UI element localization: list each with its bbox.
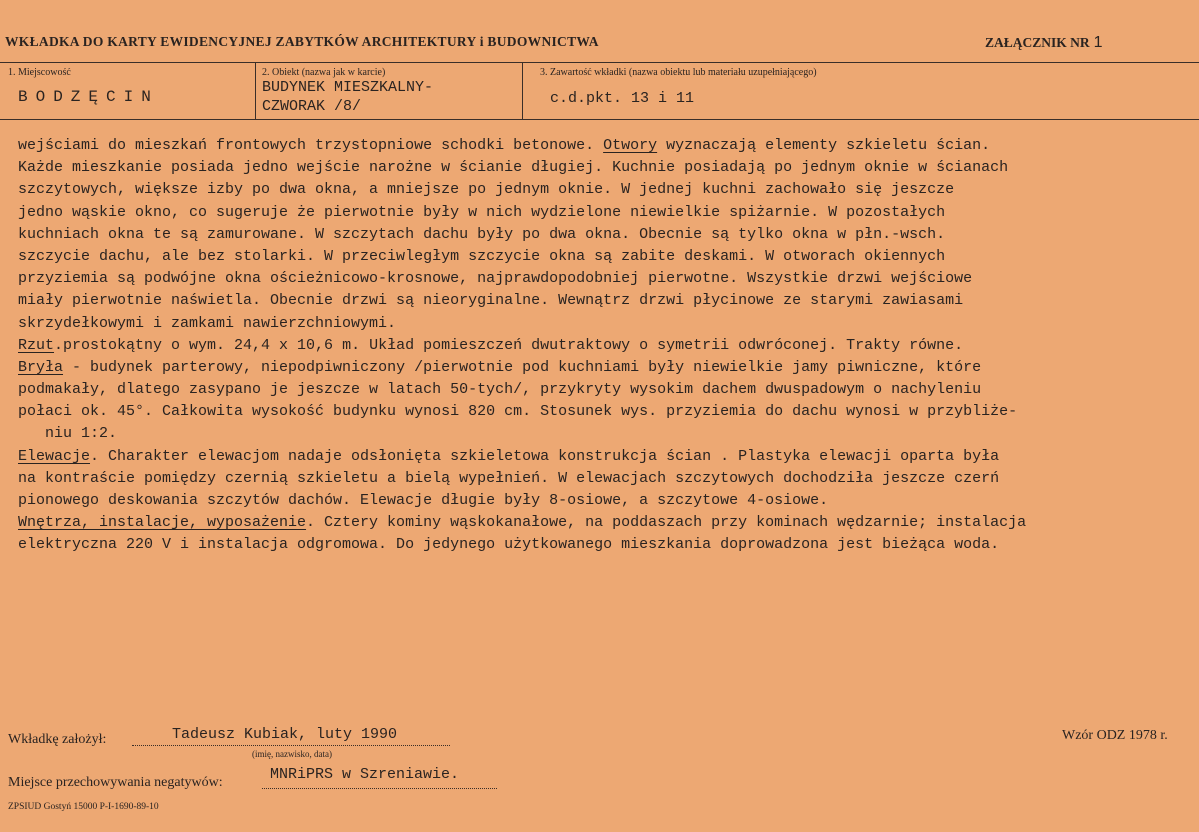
body-line-text: pionowego deskowania szczytów dachów. Elewacje długie były 8-osiowe, a szczytowe 4-osiowe.	[18, 492, 829, 509]
body-line	[18, 423, 1188, 445]
body-line	[18, 534, 1188, 556]
section-heading: Rzut	[18, 336, 55, 354]
body-line	[18, 313, 1188, 335]
author-dotted-line	[132, 745, 450, 746]
author-value: Tadeusz Kubiak, luty 1990	[172, 726, 398, 743]
body-line	[18, 446, 1188, 468]
body-line-text: szczycie dachu, ale bez stolarki. W przeciwległym szczycie okna są zabite deskami. W otworach okiennych	[18, 247, 946, 265]
body-line	[18, 202, 1188, 224]
body-line-text: - budynek parterowy, niepodpiwniczony /pierwotnie pod kuchniami były niewielkie jamy piwniczne, które	[63, 358, 982, 376]
print-info: ZPSIUD Gostyń 15000 P-I-1690-89-10	[8, 802, 159, 812]
attachment-label	[985, 34, 1103, 52]
body-line-text: kuchniach okna te są zamurowane. W szczytach dachu były po dwa okna. Obecnie są tylko okna w płn.-wsch.	[18, 225, 946, 243]
body-line-text: jedno wąskie okno, co sugeruje że pierwotnie były w nich wydzielone niewielkie spiżarnie. W pozostałych	[18, 203, 946, 221]
field-divider-1	[255, 62, 256, 119]
body-line	[18, 335, 1188, 357]
body-line-text: niu 1:2.	[18, 425, 118, 443]
section-heading: Bryła	[18, 358, 64, 376]
object-label: 2. Obiekt (nazwa jak w karcie)	[262, 67, 386, 78]
header-rule-bottom	[0, 119, 1199, 120]
body-line	[18, 490, 1188, 512]
body-line	[18, 357, 1188, 379]
section-heading: Elewacje	[18, 447, 91, 465]
body-line-text: wejściami do mieszkań frontowych trzystopniowe schodki betonowe.	[18, 137, 604, 154]
section-heading: Otwory	[603, 137, 658, 154]
field-divider-2	[522, 62, 523, 119]
body-line	[18, 224, 1188, 246]
locality-value: BODZĘCIN	[18, 88, 159, 106]
body-line-text: . Charakter elewacjom nadaje odsłonięta szkieletowa konstrukcja ścian . Plastyka elewacji oparta była	[90, 447, 1000, 465]
negatives-value: MNRiPRS w Szreniawie.	[270, 766, 460, 783]
author-hint: (imię, nazwisko, data)	[252, 749, 332, 759]
body-text	[18, 135, 1188, 557]
body-line-text: .prostokątny o wym. 24,4 x 10,6 m. Układ pomieszczeń dwutraktowy o symetrii odwróconej. Trakty równe.	[54, 336, 964, 354]
header-rule-top	[0, 62, 1199, 63]
header-title: WKŁADKA DO KARTY EWIDENCYJNEJ ZABYTKÓW ARCHITEKTURY i BUDOWNICTWA	[5, 34, 599, 49]
body-line	[18, 401, 1188, 423]
body-line-text: podmakały, dlatego zasypano je jeszcze w latach 50-tych/, przykryty wysokim dachem dwuspadowym o nachyleniu	[18, 381, 982, 399]
body-line-text: Każde mieszkanie posiada jedno wejście narożne w ścianie długiej. Kuchnie posiadają po jednym oknie w ścianach	[18, 159, 1009, 177]
body-line	[18, 379, 1188, 401]
content-label: 3. Zawartość wkładki (nazwa obiektu lub materiału uzupełniającego)	[540, 67, 817, 78]
body-line-text: wyznaczają elementy szkieletu ścian.	[657, 137, 991, 154]
author-label: Wkładkę założył:	[8, 732, 107, 747]
body-line-text: przyziemia są podwójne okna ościeżnicowo-krosnowe, najprawdopodobniej pierwotne. Wszystkie drzwi wejściowe	[18, 270, 973, 288]
attachment-number: 1	[1093, 34, 1103, 51]
negatives-label: Miejsce przechowywania negatywów:	[8, 775, 223, 790]
body-line	[18, 290, 1188, 312]
body-line-text: miały pierwotnie naświetla. Obecnie drzwi są nieoryginalne. Wewnątrz drzwi płycinowe ze starymi zawiasami	[18, 292, 964, 310]
object-value-line2: CZWORAK /8/	[262, 98, 362, 115]
form-label: Wzór ODZ 1978 r.	[1062, 728, 1168, 743]
locality-label: 1. Miejscowość	[8, 67, 71, 78]
body-line-text: elektryczna 220 V i instalacja odgromowa. Do jedynego użytkowanego mieszkania doprowadzona jest bieżąca woda.	[18, 536, 1000, 554]
body-line	[18, 157, 1188, 179]
attachment-label-text: ZAŁĄCZNIK NR	[985, 35, 1090, 50]
negatives-dotted-line	[262, 788, 497, 789]
body-line-text: . Cztery kominy wąskokanałowe, na poddaszach przy kominach wędzarnie; instalacja	[306, 514, 1027, 532]
body-line-text: skrzydełkowymi i zamkami nawierzchniowymi.	[18, 314, 397, 332]
body-line	[18, 246, 1188, 268]
content-value: c.d.pkt. 13 i 11	[550, 90, 695, 107]
body-line	[18, 179, 1188, 201]
body-line-text: na kontraście pomiędzy czernią szkieletu a bielą wypełnień. W elewacjach szczytowych dochodziła jeszcze czerń	[18, 469, 1000, 487]
object-value	[262, 78, 433, 116]
body-line-text: połaci ok. 45°. Całkowita wysokość budynku wynosi 820 cm. Stosunek wys. przyziemia do dachu wynosi w przybliże-	[18, 403, 1018, 421]
body-line	[18, 468, 1188, 490]
body-line	[18, 268, 1188, 290]
object-value-line1: BUDYNEK MIESZKALNY-	[262, 79, 434, 96]
body-line-text: szczytowych, większe izby po dwa okna, a mniejsze po jednym oknie. W jednej kuchni zachowało się jeszcze	[18, 181, 955, 199]
body-line	[18, 135, 1188, 157]
section-heading: Wnętrza, instalacje, wyposażenie	[18, 514, 307, 532]
body-line	[18, 512, 1188, 534]
